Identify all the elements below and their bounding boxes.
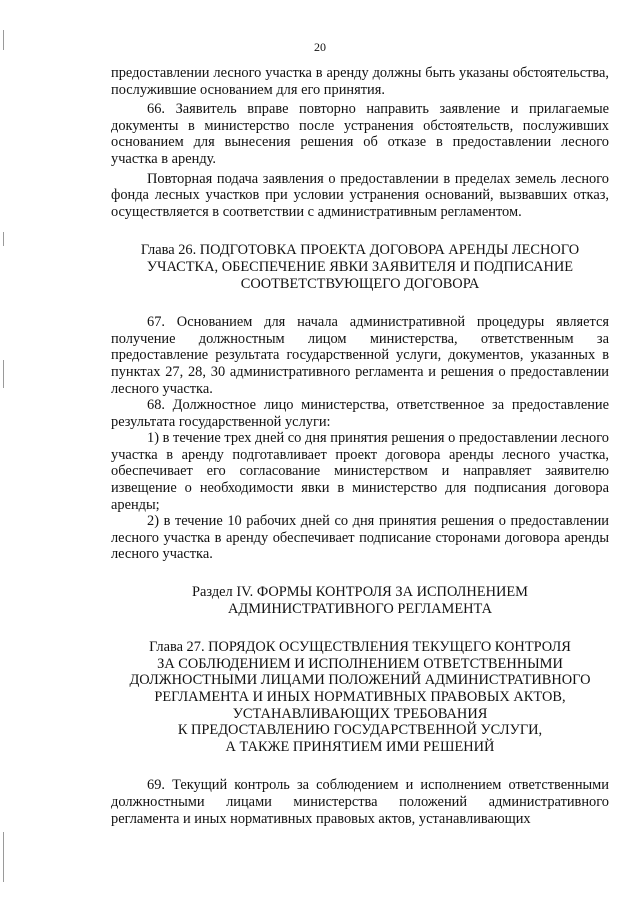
scan-edge-mark (3, 232, 4, 246)
section-heading (111, 242, 609, 292)
heading-line: Раздел IV. ФОРМЫ КОНТРОЛЯ ЗА ИСПОЛНЕНИЕМ (192, 584, 528, 601)
paragraph: 67. Основанием для начала административной процедуры является получение должностным лицом министерства, ответственным за предоставление результата государственной услуги, документов, указанных в пунктах 27, 28, 30 административного регламента и решения о предоставлении лесного участка. (111, 314, 609, 397)
heading-line: Глава 26. ПОДГОТОВКА ПРОЕКТА ДОГОВОРА АРЕНДЫ ЛЕСНОГО (140, 242, 580, 259)
paragraph: Повторная подача заявления о предоставлении в пределах земель лесного фонда лесных участков при условии устранения оснований, вызвавших отказ, осуществляется в соответствии с административным регламентом. (111, 170, 609, 220)
scan-edge-mark (3, 832, 4, 882)
page-number: 20 (314, 40, 326, 54)
paragraph: 2) в течение 10 рабочих дней со дня принятия решения о предоставлении лесного участка в аренду обеспечивает подписание сторонами договора аренды лесного участка. (111, 513, 609, 563)
section-heading (111, 639, 609, 755)
heading-line: АДМИНИСТРАТИВНОГО РЕГЛАМЕНТА (227, 600, 492, 617)
paragraph: 69. Текущий контроль за соблюдением и исполнением ответственными должностными лицами министерства положений административного регламента и иных нормативных правовых актов, устанавливающих (111, 777, 609, 827)
heading-line: ДОЛЖНОСТНЫМИ ЛИЦАМИ ПОЛОЖЕНИЙ АДМИНИСТРАТИВНОГО (129, 672, 591, 689)
paragraph: 1) в течение трех дней со дня принятия решения о предоставлении лесного участка в аренду подготавливает проект договора аренды лесного участка, обеспечивает его согласование министерством и направляет заявителю извещение о необходимости явки в министерство для подписания договора аренды; (111, 430, 609, 513)
paragraph: 66. Заявитель вправе повторно направить заявление и прилагаемые документы в министерство после устранения обстоятельств, послуживших основанием для вынесения решения об отказе в предоставлении лесного участка в аренду. (111, 101, 609, 167)
section-heading (111, 584, 609, 617)
heading-line: УСТАНАВЛИВАЮЩИХ ТРЕБОВАНИЯ (232, 705, 488, 722)
heading-line: РЕГЛАМЕНТА И ИНЫХ НОРМАТИВНЫХ ПРАВОВЫХ АКТОВ, (154, 689, 566, 705)
paragraph: 68. Должностное лицо министерства, ответственное за предоставление результата государственной услуги: (111, 397, 609, 430)
heading-line: К ПРЕДОСТАВЛЕНИЮ ГОСУДАРСТВЕННОЙ УСЛУГИ, (177, 722, 543, 739)
heading-line: УЧАСТКА, ОБЕСПЕЧЕНИЕ ЯВКИ ЗАЯВИТЕЛЯ И ПОДПИСАНИЕ (146, 258, 574, 275)
scan-edge-mark (3, 360, 4, 388)
heading-line: СООТВЕТСТВУЮЩЕГО ДОГОВОРА (240, 275, 480, 292)
heading-line: Глава 27. ПОРЯДОК ОСУЩЕСТВЛЕНИЯ ТЕКУЩЕГО КОНТРОЛЯ (149, 639, 571, 656)
heading-line: А ТАКЖЕ ПРИНЯТИЕМ ИМИ РЕШЕНИЙ (225, 738, 495, 755)
document-body (111, 65, 609, 827)
heading-line: ЗА СОБЛЮДЕНИЕМ И ИСПОЛНЕНИЕМ ОТВЕТСТВЕННЫМИ (157, 655, 563, 672)
paragraph: предоставлении лесного участка в аренду должны быть указаны обстоятельства, послужившие основанием для его принятия. (111, 65, 609, 98)
